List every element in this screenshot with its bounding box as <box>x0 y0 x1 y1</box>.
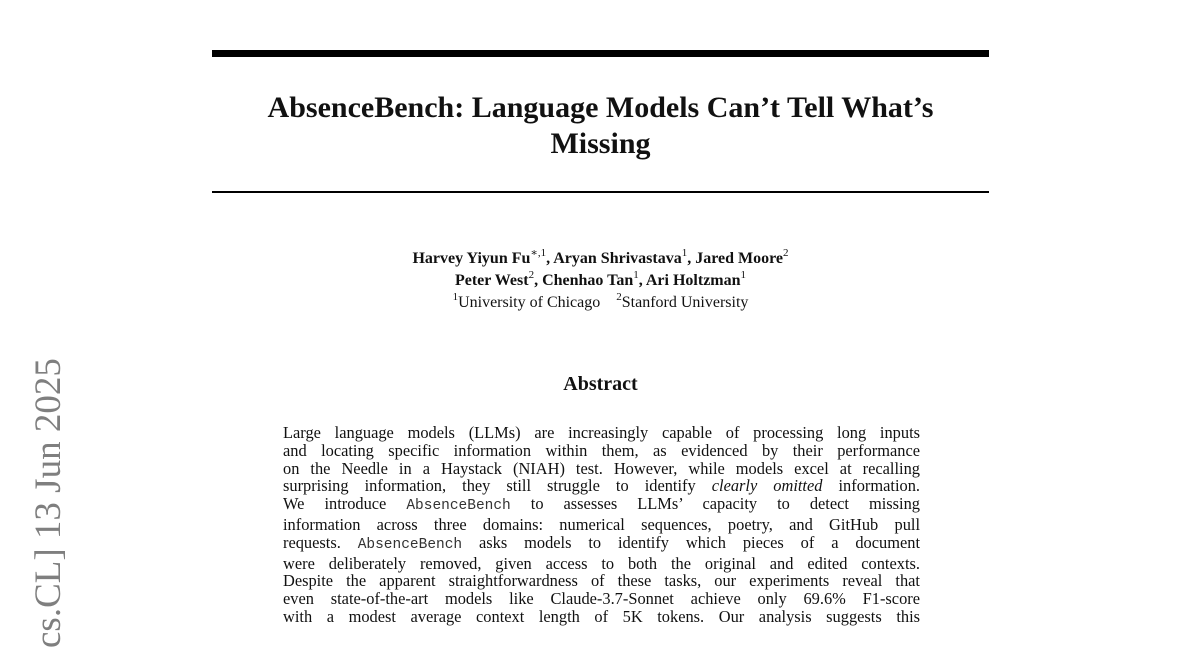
author-separator: , <box>534 272 543 289</box>
abstract-line: were deliberately removed, given access to both the original and edited contexts. <box>283 553 920 573</box>
author-affiliation-mark: 2 <box>783 246 789 259</box>
abstract-line: Large language models (LLMs) are increasingly capable of processing long inputs <box>283 423 920 442</box>
abstract-text: asks models to identify which pieces of a document <box>462 532 920 552</box>
author-line-2 <box>212 270 989 292</box>
abstract-line <box>283 534 920 555</box>
arxiv-identifier-stamp: cs.CL] 13 Jun 2025 <box>28 358 69 648</box>
title-line-2: Missing <box>550 127 651 160</box>
author-name: Chenhao Tan <box>542 272 634 289</box>
abstract-line: with a modest average context length of 5K tokens. Our analysis suggests this <box>283 606 920 626</box>
author-affiliation-mark: 1 <box>633 268 639 281</box>
affiliation-name: Stanford University <box>621 294 749 311</box>
abstract-line: and locating specific information within them, as evidenced by their performance <box>283 440 920 460</box>
title-bottom-rule <box>212 191 989 193</box>
title-top-rule <box>212 50 989 57</box>
author-block <box>212 248 989 314</box>
author-name: Jared Moore <box>695 250 784 267</box>
abstract-text: requests. <box>283 532 358 552</box>
author-separator: , <box>546 250 554 267</box>
abstract-line: Despite the apparent straightforwardness of these tasks, our experiments reveal that <box>283 571 920 591</box>
benchmark-name: AbsenceBench <box>406 498 511 515</box>
title-line-1: AbsenceBench: Language Models Can’t Tell What’s <box>267 91 934 124</box>
author-name: Harvey Yiyun Fu <box>412 250 531 267</box>
abstract-line: even state-of-the-art models like Claude-3.7-Sonnet achieve only 69.6% F1-score <box>283 589 920 609</box>
abstract-line <box>283 495 920 516</box>
author-separator: , <box>638 272 646 289</box>
abstract-text: to assesses LLMs’ capacity to detect missing <box>510 494 920 514</box>
author-separator: , <box>687 250 696 267</box>
abstract-text: We introduce <box>283 494 407 514</box>
abstract-body <box>283 424 920 626</box>
author-affiliation-mark: 1 <box>740 268 747 281</box>
affiliation-line <box>212 292 989 314</box>
affiliation-name: University of Chicago <box>458 294 601 311</box>
author-name: Ari Holtzman <box>645 272 741 289</box>
benchmark-name: AbsenceBench <box>357 536 463 553</box>
abstract-line <box>283 477 920 495</box>
affiliation-mark: 1 <box>452 290 459 303</box>
abstract-text: information. <box>822 476 920 496</box>
author-affiliation-mark: 1 <box>681 246 688 259</box>
paper-title <box>212 90 989 162</box>
author-affiliation-mark: ∗,1 <box>530 246 547 259</box>
author-line-1 <box>212 248 989 270</box>
abstract-line: information across three domains: numerical sequences, poetry, and GitHub pull <box>283 514 920 534</box>
affiliation-mark: 2 <box>616 290 622 303</box>
abstract-line: on the Needle in a Haystack (NIAH) test. However, while models excel at recalling <box>283 458 920 478</box>
abstract-text: surprising information, they still struggle to identify <box>283 476 712 496</box>
author-name: Peter West <box>454 272 529 289</box>
author-affiliation-mark: 2 <box>528 268 535 281</box>
abstract-emphasis: clearly omitted <box>711 476 823 496</box>
author-name: Aryan Shrivastava <box>553 250 682 267</box>
abstract-heading: Abstract <box>563 373 638 395</box>
